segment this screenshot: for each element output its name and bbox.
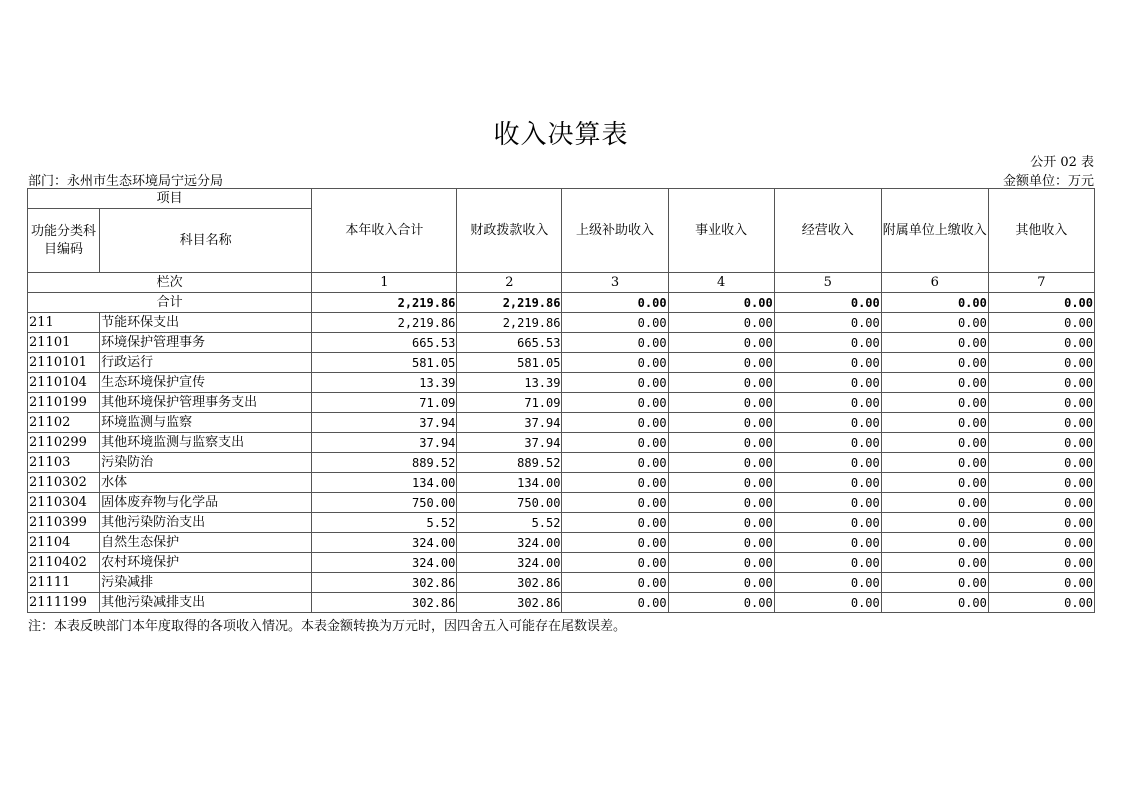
header-col-index: 栏次 [28, 273, 312, 293]
row-value: 0.00 [774, 513, 881, 533]
row-value: 0.00 [774, 453, 881, 473]
row-value: 0.00 [668, 413, 774, 433]
table-row [28, 413, 1095, 433]
row-value: 324.00 [457, 553, 562, 573]
row-value: 0.00 [881, 413, 988, 433]
row-value: 0.00 [774, 373, 881, 393]
row-value: 0.00 [881, 453, 988, 473]
row-name: 其他污染减排支出 [100, 593, 312, 613]
row-code: 2110402 [28, 553, 100, 573]
table-row [28, 513, 1095, 533]
total-value: 2,219.86 [457, 293, 562, 313]
row-value: 5.52 [312, 513, 457, 533]
row-value: 665.53 [457, 333, 562, 353]
row-value: 0.00 [562, 593, 668, 613]
row-value: 0.00 [668, 373, 774, 393]
table-row [28, 313, 1095, 333]
row-value: 0.00 [562, 513, 668, 533]
total-label: 合计 [28, 293, 312, 313]
row-name: 农村环境保护 [100, 553, 312, 573]
row-value: 37.94 [457, 433, 562, 453]
total-value: 0.00 [562, 293, 668, 313]
row-value: 0.00 [562, 553, 668, 573]
row-value: 0.00 [988, 313, 1094, 333]
row-value: 0.00 [988, 433, 1094, 453]
row-value: 0.00 [668, 593, 774, 613]
row-value: 0.00 [774, 493, 881, 513]
row-value: 0.00 [881, 433, 988, 453]
row-code: 2110302 [28, 473, 100, 493]
row-value: 0.00 [881, 313, 988, 333]
row-value: 0.00 [774, 593, 881, 613]
row-value: 324.00 [312, 533, 457, 553]
header-col-1: 本年收入合计 [312, 189, 457, 273]
row-value: 0.00 [881, 493, 988, 513]
row-value: 0.00 [562, 313, 668, 333]
row-value: 0.00 [668, 333, 774, 353]
row-value: 0.00 [774, 533, 881, 553]
table-row [28, 473, 1095, 493]
header-col-5: 经营收入 [774, 189, 881, 273]
table-row [28, 393, 1095, 413]
row-code: 21103 [28, 453, 100, 473]
table-row [28, 353, 1095, 373]
table-row [28, 373, 1095, 393]
row-value: 0.00 [774, 553, 881, 573]
row-value: 0.00 [562, 493, 668, 513]
row-value: 750.00 [312, 493, 457, 513]
header-col-4: 事业收入 [668, 189, 774, 273]
row-value: 0.00 [668, 473, 774, 493]
row-value: 0.00 [881, 353, 988, 373]
row-value: 0.00 [668, 553, 774, 573]
row-value: 0.00 [774, 333, 881, 353]
row-name: 其他污染防治支出 [100, 513, 312, 533]
row-value: 0.00 [988, 333, 1094, 353]
header-col-7: 其他收入 [988, 189, 1094, 273]
row-value: 0.00 [774, 313, 881, 333]
row-value: 0.00 [562, 453, 668, 473]
table-row [28, 433, 1095, 453]
row-value: 0.00 [774, 413, 881, 433]
row-code: 2111199 [28, 593, 100, 613]
row-value: 0.00 [668, 533, 774, 553]
row-value: 0.00 [988, 553, 1094, 573]
row-value: 750.00 [457, 493, 562, 513]
row-value: 0.00 [774, 433, 881, 453]
row-value: 0.00 [881, 533, 988, 553]
row-value: 0.00 [881, 593, 988, 613]
total-value: 0.00 [988, 293, 1094, 313]
row-value: 0.00 [562, 393, 668, 413]
row-value: 0.00 [988, 373, 1094, 393]
total-value: 2,219.86 [312, 293, 457, 313]
row-value: 134.00 [457, 473, 562, 493]
row-value: 0.00 [562, 473, 668, 493]
row-code: 211 [28, 313, 100, 333]
header-name: 科目名称 [100, 209, 312, 273]
row-value: 37.94 [312, 433, 457, 453]
unit-label: 金额单位：万元 [1002, 174, 1094, 189]
table-row [28, 453, 1095, 473]
row-value: 0.00 [988, 573, 1094, 593]
table-row [28, 553, 1095, 573]
row-value: 0.00 [881, 513, 988, 533]
income-table [27, 188, 1095, 613]
row-value: 0.00 [881, 573, 988, 593]
header-col-3: 上级补助收入 [562, 189, 668, 273]
row-value: 665.53 [312, 333, 457, 353]
row-name: 固体废弃物与化学品 [100, 493, 312, 513]
header-item: 项目 [28, 189, 312, 209]
row-value: 0.00 [668, 433, 774, 453]
row-value: 302.86 [312, 573, 457, 593]
row-value: 0.00 [668, 393, 774, 413]
table-row [28, 573, 1095, 593]
total-value: 0.00 [774, 293, 881, 313]
header-code: 功能分类科目编码 [28, 209, 100, 273]
col-number: 7 [988, 273, 1094, 293]
form-code: 公开 02 表 [1030, 155, 1094, 170]
row-value: 37.94 [457, 413, 562, 433]
row-value: 0.00 [668, 313, 774, 333]
row-value: 0.00 [562, 373, 668, 393]
row-value: 324.00 [312, 553, 457, 573]
row-value: 0.00 [774, 473, 881, 493]
table-row [28, 333, 1095, 353]
row-value: 13.39 [457, 373, 562, 393]
row-value: 0.00 [562, 533, 668, 553]
row-name: 污染减排 [100, 573, 312, 593]
footnote: 注：本表反映部门本年度取得的各项收入情况。本表金额转换为万元时，因四舍五入可能存在尾数误差。 [28, 619, 627, 634]
row-value: 0.00 [881, 373, 988, 393]
row-value: 0.00 [774, 393, 881, 413]
row-value: 71.09 [457, 393, 562, 413]
row-name: 环境监测与监察 [100, 413, 312, 433]
row-name: 环境保护管理事务 [100, 333, 312, 353]
row-code: 21102 [28, 413, 100, 433]
row-code: 2110199 [28, 393, 100, 413]
col-number: 4 [668, 273, 774, 293]
row-value: 0.00 [988, 493, 1094, 513]
row-code: 2110399 [28, 513, 100, 533]
row-name: 自然生态保护 [100, 533, 312, 553]
total-value: 0.00 [881, 293, 988, 313]
row-value: 0.00 [668, 513, 774, 533]
row-code: 21104 [28, 533, 100, 553]
department-label: 部门：永州市生态环境局宁远分局 [28, 174, 224, 189]
row-value: 0.00 [988, 453, 1094, 473]
row-value: 2,219.86 [312, 313, 457, 333]
row-name: 水体 [100, 473, 312, 493]
row-value: 0.00 [562, 353, 668, 373]
row-code: 21101 [28, 333, 100, 353]
row-value: 0.00 [881, 333, 988, 353]
row-value: 324.00 [457, 533, 562, 553]
row-value: 0.00 [988, 593, 1094, 613]
row-value: 0.00 [774, 573, 881, 593]
col-number: 6 [881, 273, 988, 293]
table-row [28, 593, 1095, 613]
row-value: 0.00 [881, 393, 988, 413]
row-name: 节能环保支出 [100, 313, 312, 333]
row-value: 0.00 [774, 353, 881, 373]
row-value: 0.00 [881, 473, 988, 493]
col-number: 1 [312, 273, 457, 293]
row-value: 0.00 [988, 473, 1094, 493]
row-value: 0.00 [988, 533, 1094, 553]
row-value: 0.00 [562, 573, 668, 593]
row-value: 0.00 [562, 413, 668, 433]
col-number: 2 [457, 273, 562, 293]
col-number: 5 [774, 273, 881, 293]
row-code: 2110101 [28, 353, 100, 373]
row-value: 0.00 [668, 573, 774, 593]
total-value: 0.00 [668, 293, 774, 313]
row-value: 889.52 [457, 453, 562, 473]
row-value: 0.00 [668, 453, 774, 473]
row-value: 5.52 [457, 513, 562, 533]
row-value: 889.52 [312, 453, 457, 473]
row-name: 其他环境监测与监察支出 [100, 433, 312, 453]
row-code: 2110304 [28, 493, 100, 513]
row-value: 13.39 [312, 373, 457, 393]
row-value: 581.05 [457, 353, 562, 373]
row-value: 0.00 [668, 353, 774, 373]
row-value: 2,219.86 [457, 313, 562, 333]
row-value: 302.86 [312, 593, 457, 613]
row-name: 行政运行 [100, 353, 312, 373]
row-value: 302.86 [457, 593, 562, 613]
header-col-6: 附属单位上缴收入 [881, 189, 988, 273]
row-code: 2110104 [28, 373, 100, 393]
row-value: 71.09 [312, 393, 457, 413]
row-name: 污染防治 [100, 453, 312, 473]
row-value: 37.94 [312, 413, 457, 433]
row-code: 21111 [28, 573, 100, 593]
row-name: 生态环境保护宣传 [100, 373, 312, 393]
total-row [28, 293, 1095, 313]
row-value: 581.05 [312, 353, 457, 373]
row-value: 0.00 [562, 433, 668, 453]
row-value: 0.00 [988, 413, 1094, 433]
row-value: 134.00 [312, 473, 457, 493]
table-row [28, 533, 1095, 553]
col-number: 3 [562, 273, 668, 293]
row-value: 0.00 [988, 353, 1094, 373]
row-value: 0.00 [668, 493, 774, 513]
row-value: 0.00 [988, 513, 1094, 533]
page-title: 收入决算表 [493, 120, 629, 150]
row-value: 0.00 [988, 393, 1094, 413]
row-name: 其他环境保护管理事务支出 [100, 393, 312, 413]
header-col-2: 财政拨款收入 [457, 189, 562, 273]
row-value: 0.00 [562, 333, 668, 353]
table-row [28, 493, 1095, 513]
row-value: 0.00 [881, 553, 988, 573]
row-value: 302.86 [457, 573, 562, 593]
row-code: 2110299 [28, 433, 100, 453]
